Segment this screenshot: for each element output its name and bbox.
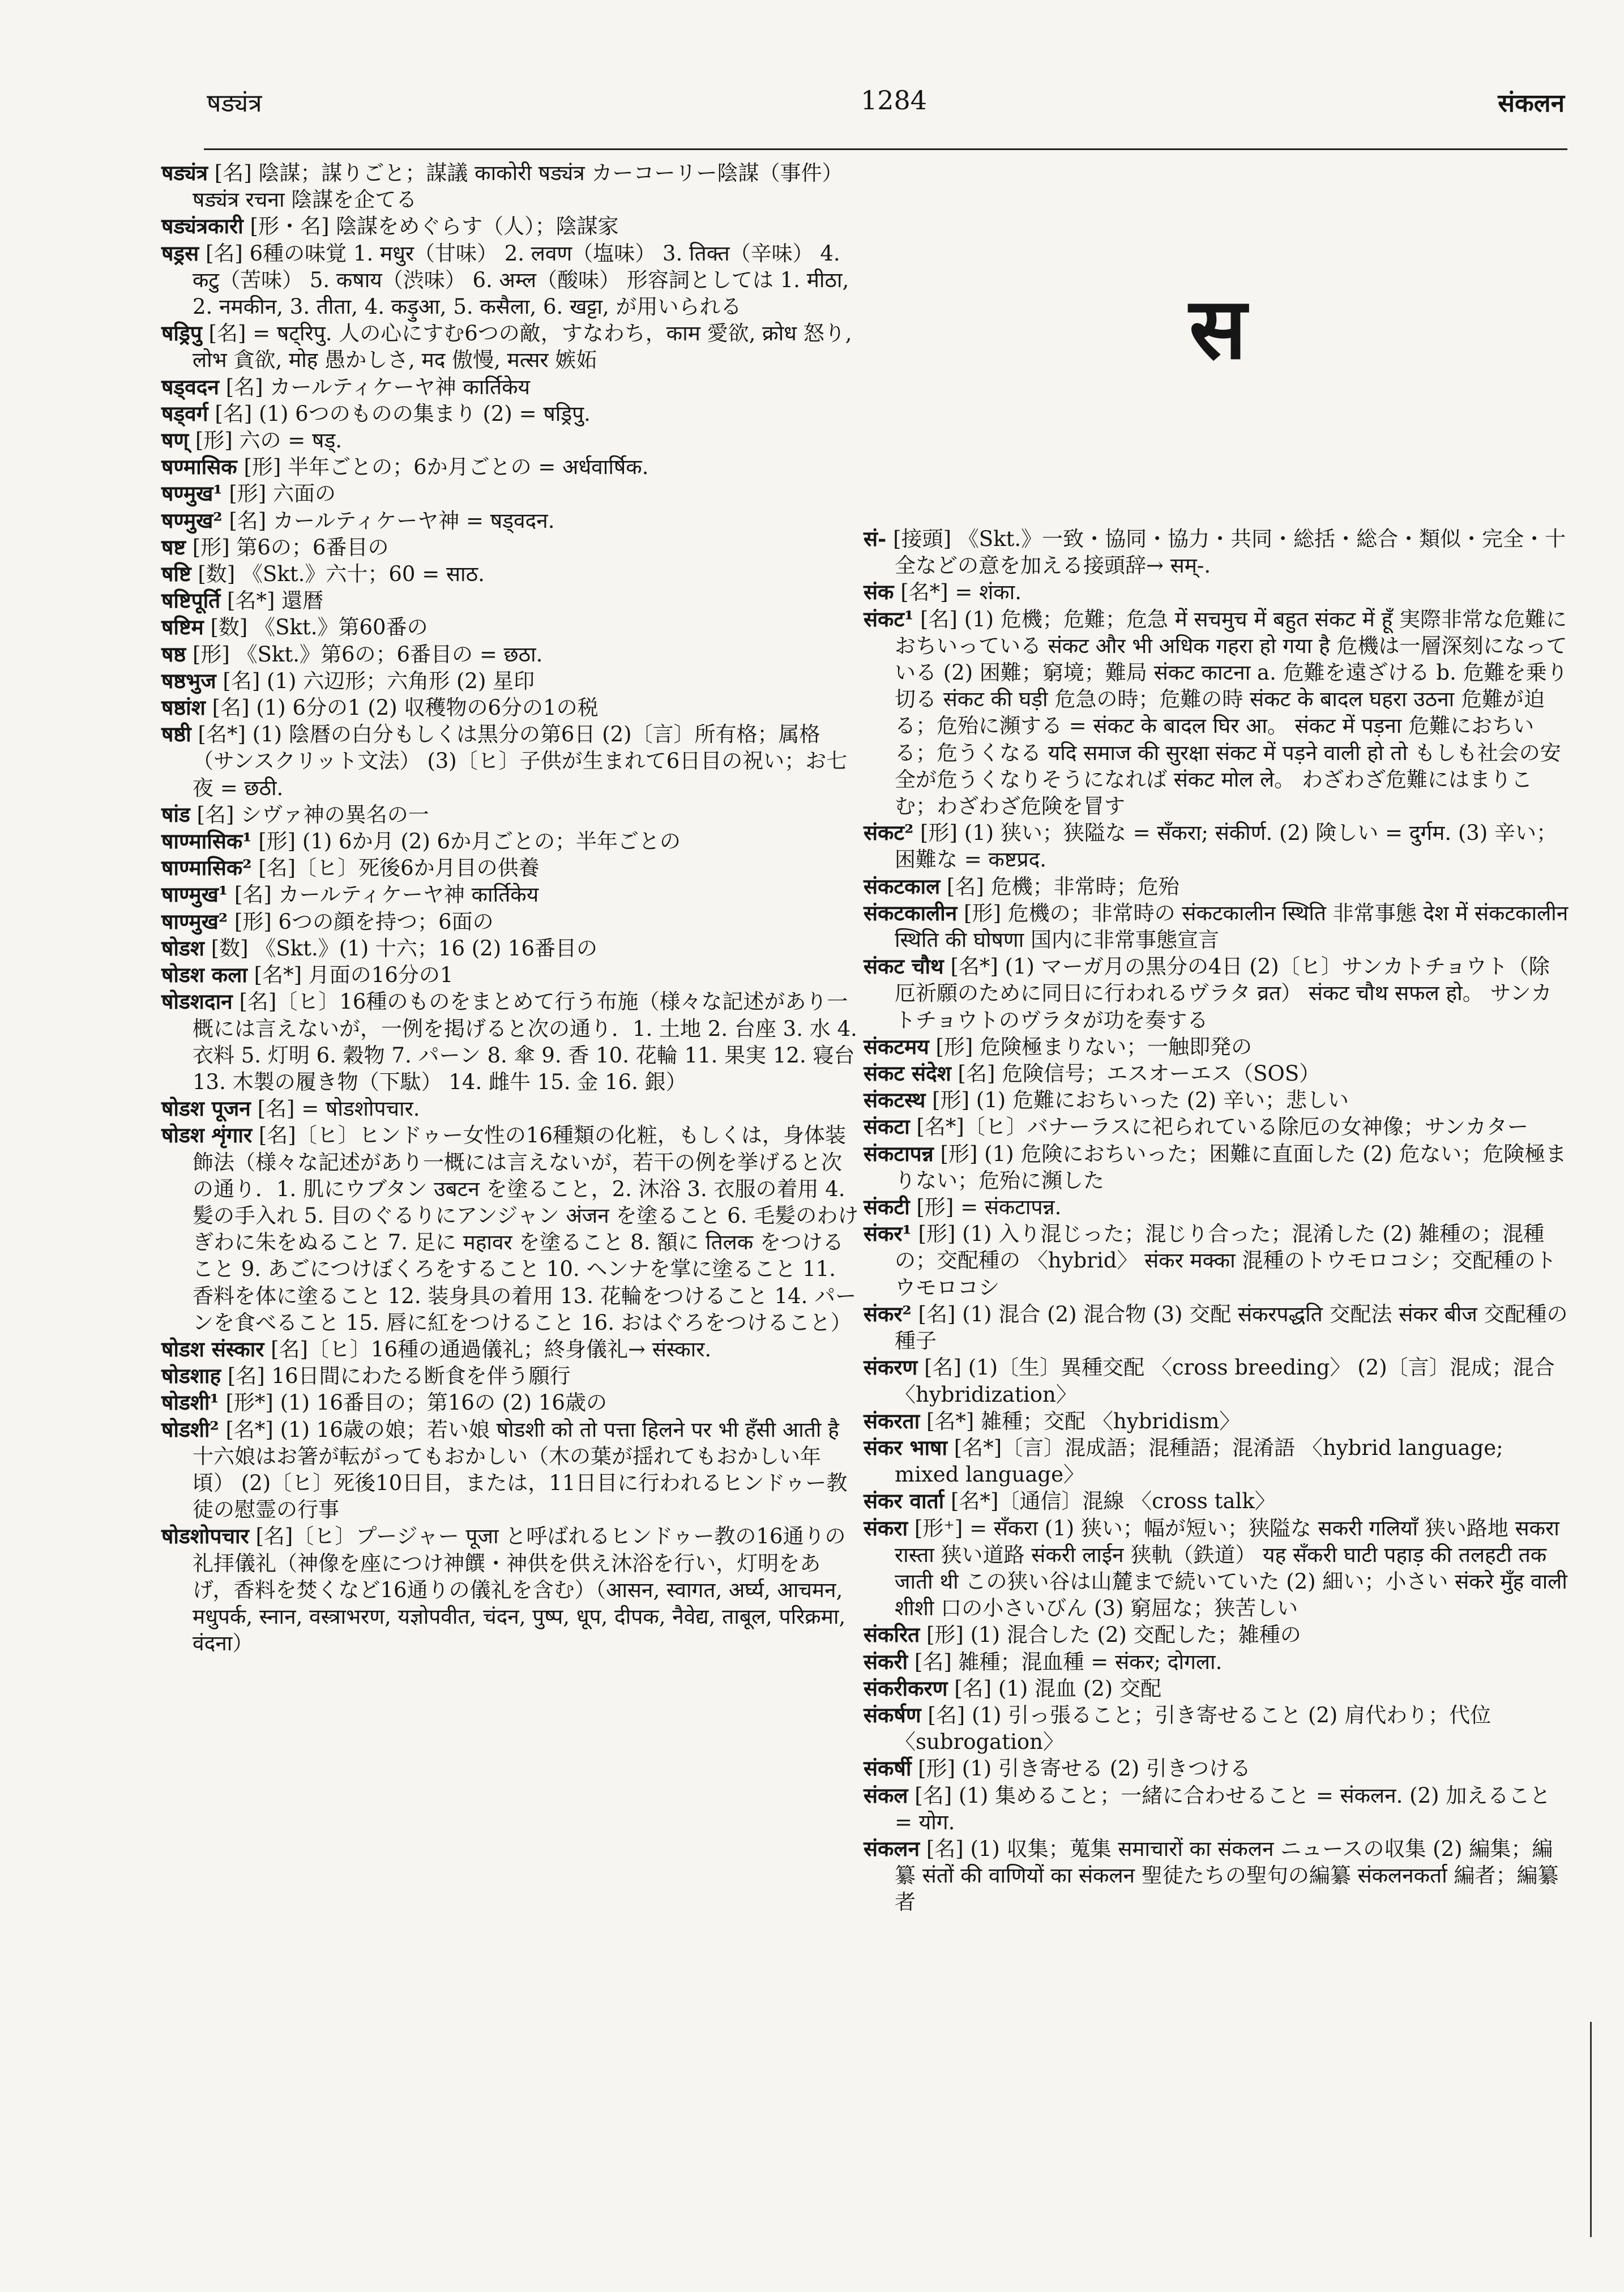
entry-definition: [名*]〔言〕混成語；混種語；混淆語 〈hybrid language; mixed language〉: [895, 1435, 1503, 1487]
entry-headword: षड्रस: [161, 240, 199, 266]
entry-headword: षष्टिपूर्ति: [161, 588, 221, 613]
entry-definition: [名*] (1) マーガ月の黒分の4日 (2)〔ヒ〕サンカトチョウト（除厄祈願のために同日に行われるヴラタ व्रत） संकट चौथ सफल हो。 サンカトチョウトのヴラタが功を奏する: [895, 954, 1552, 1032]
entry-headword: षोडश कला: [161, 962, 247, 988]
entry-definition: [名] = षोडशोपचार.: [250, 1096, 420, 1121]
entry-definition: [名] (1) 危機；危難；危急 में सचमुच में बहुत संकट में हूँ 実際非常な危難におちいっている संकट और भी अधिक गहरा हो गया है 危機は一層深刻になっている (2) 困難；窮境；難局 संकट काटना a. 危難を遠ざける b. 危難を乗り切る संकट की घड़ी 危急の時；危難の時 संकट के बादल घहरा उठना 危難が迫る；危殆に瀕する = संकट के बादल घिर आ。 संकट में पड़ना 危難におちいる；危うくなる यदि समाज की सुरक्षा संकट में पड़ने वाली हो तो もしも社会の安全が危うくなりそうになれば संकट मोल ले。 わざわざ危難にはまりこむ；わざわざ危険を冒す: [895, 607, 1568, 819]
dictionary-entry: [161, 480, 861, 507]
entry-headword: षोडश पूजन: [161, 1096, 251, 1121]
dictionary-entry: [161, 1122, 861, 1336]
entry-headword: षाण्मासिक²: [161, 855, 252, 881]
running-head-right: संकलन: [1498, 89, 1565, 118]
entry-headword: षोडशी²: [161, 1416, 219, 1442]
entry-headword: संकट चौथ: [864, 954, 944, 979]
entry-headword: संकटस्थ: [864, 1087, 926, 1113]
entry-definition: [形] 6つの顔を持つ；6面の: [228, 909, 494, 934]
dictionary-entry: [161, 1416, 861, 1523]
entry-headword: षष्ठी: [161, 722, 191, 747]
header-rule: [204, 148, 1567, 150]
dictionary-entry: [864, 1408, 1569, 1435]
entry-definition: [名] (1) 混合 (2) 混合物 (3) 交配 संकरपद्धति 交配法 संकर बीज 交配種の種子: [895, 1301, 1568, 1354]
entry-headword: संकर वार्ता: [864, 1488, 945, 1514]
dictionary-entry: [161, 908, 861, 935]
entry-headword: षाण्मासिक¹: [161, 829, 252, 854]
dictionary-entry: [161, 1523, 861, 1657]
dictionary-entry: [864, 1782, 1569, 1836]
dictionary-entry: [864, 900, 1569, 953]
entry-definition: [名]〔ヒ〕ヒンドゥー女性の16種類の化粧，もしくは，身体装飾法（様々な記述があり一概には言えないが，若干の例を挙げると次の通り．1. 肌にウブタン उबटन を塗ること，2. 沐浴 3. 衣服の着用 4. 髪の手入れ 5. 目のぐるりにアンジャン अंजन を塗ること 6. 毛髪のわけぎわに朱をぬること 7. 足に महावर を塗ること 8. 額に तिलक をつけること 9. あごにつけぼくろをすること 10. ヘンナを掌に塗ること 11. 香料を体に塗ること 12. 装身具の着用 13. 花輪をつけること 14. パーンを食べること 15. 唇に紅をつけること 16. おはぐろをつけること）: [193, 1123, 859, 1335]
dictionary-entry: [864, 1354, 1569, 1407]
entry-headword: संकटमय: [864, 1034, 929, 1059]
entry-headword: षड्यंत्रकारी: [161, 214, 243, 239]
dictionary-entry: [161, 668, 861, 694]
dictionary-entry: [161, 427, 861, 454]
entry-definition: [名] = षट्‌रिपु. 人の心にすむ6つの敵，すなわち，काम 愛欲, क्रोध 怒り, लोभ 貪欲, मोह 愚かしさ, मद 傲慢, मत्सर 嫉妬: [193, 321, 852, 373]
entry-headword: षाण्मुख²: [161, 908, 228, 934]
entry-headword: षड्यंत्र: [161, 160, 208, 185]
entry-headword: संकर¹: [864, 1221, 912, 1247]
dictionary-entry: [161, 801, 861, 828]
entry-definition: [数] 《Skt.》六十；60 = साठ.: [191, 562, 485, 587]
dictionary-entry: [864, 1621, 1569, 1648]
entry-definition: [名*] 還暦: [220, 588, 324, 613]
entry-headword: षण्मुख²: [161, 507, 223, 533]
dictionary-entry: [864, 953, 1569, 1034]
left-column: [161, 160, 861, 1657]
entry-headword: षाण्मुख¹: [161, 882, 228, 907]
dictionary-entry: [161, 988, 861, 1095]
entry-definition: [名] 雑種；混血種 = संकर; दोगला.: [908, 1649, 1223, 1674]
dictionary-entry: [161, 721, 861, 801]
entry-definition: [形] (1) 狭い；狭隘な = सँकरा; संकीर्ण. (2) 険しい = दुर्गम. (3) 辛い；困難な = कष्टप्रद.: [895, 821, 1558, 872]
entry-headword: संकटा: [864, 1114, 910, 1139]
entry-headword: षोडश संस्कार: [161, 1336, 264, 1361]
dictionary-entry: [161, 962, 861, 988]
dictionary-entry: [161, 855, 861, 881]
dictionary-entry: [864, 1113, 1569, 1140]
entry-definition: [名*]〔ヒ〕バナーラスに祀られている除厄の女神像；サンカター: [909, 1115, 1528, 1139]
entry-definition: [形*] (1) 16番目の；第16の (2) 16歳の: [219, 1390, 607, 1415]
entry-definition: [名]〔ヒ〕死後6か月目の供養: [251, 856, 540, 881]
dictionary-entry: [864, 1702, 1569, 1755]
entry-definition: [名*] (1) 陰暦の白分もしくは黒分の第6日 (2)〔言〕所有格；属格（サンスクリット文法） (3)〔ヒ〕子供が生まれて6日目の祝い；お七夜 = छठी.: [191, 722, 848, 800]
entry-definition: [名*] 月面の16分の1: [247, 963, 454, 988]
entry-headword: षष्ठ: [161, 641, 186, 667]
dictionary-entry: [161, 454, 861, 480]
dictionary-entry: [161, 240, 861, 321]
entry-headword: षण्मुख¹: [161, 481, 223, 506]
dictionary-entry: [161, 1095, 861, 1122]
running-head-left: षड्यंत्र: [207, 89, 262, 118]
dictionary-entry: [161, 507, 861, 534]
entry-definition: [名] 6種の味覚 1. मधुर（甘味） 2. लवण（塩味） 3. तिक्त（辛味） 4. कटु（苦味） 5. कषाय（渋味） 6. अम्ल（酸味） 形容詞としては 1. मीठा, 2. नमकीन, 3. तीता, 4. कड़ुआ, 5. कसैला, 6. खट्टा, が用いられる: [193, 241, 849, 319]
dictionary-entry: [864, 1675, 1569, 1702]
entry-headword: संकलन: [864, 1836, 920, 1861]
entry-headword: षोडशाह: [161, 1363, 221, 1389]
dictionary-entry: [161, 935, 861, 962]
entry-definition: [名] カールティケーヤ神 कार्तिकेय: [228, 882, 539, 907]
entry-headword: षण्मासिक: [161, 454, 237, 480]
entry-headword: षष्टि: [161, 561, 191, 587]
entry-headword: षोडश: [161, 935, 204, 961]
dictionary-entry: [864, 1649, 1569, 1675]
dictionary-entry: [864, 1087, 1569, 1113]
entry-definition: [名] (1) 引っ張ること；引き寄せること (2) 肩代わり；代位 〈subrogation〉: [895, 1702, 1491, 1755]
dictionary-entry: [864, 820, 1569, 873]
dictionary-entry: [864, 526, 1569, 579]
entry-definition: [名*] 雑種；交配 〈hybridism〉: [920, 1409, 1241, 1433]
dictionary-entry: [161, 320, 861, 373]
entry-headword: संकरा: [864, 1515, 908, 1540]
dictionary-entry: [864, 1515, 1569, 1622]
dictionary-entry: [864, 1220, 1569, 1301]
dictionary-entry: [864, 1435, 1569, 1488]
entry-definition: [形] (1) 6か月 (2) 6か月ごとの；半年ごとの: [251, 829, 681, 854]
dictionary-entry: [161, 881, 861, 908]
dictionary-entry: [161, 1363, 861, 1389]
page-number: 1284: [861, 85, 928, 116]
dictionary-entry: [161, 160, 861, 213]
entry-headword: संकरी: [864, 1649, 908, 1674]
entry-headword: सं-: [864, 526, 887, 551]
dictionary-entry: [864, 1034, 1569, 1060]
entry-headword: संकट संदेश: [864, 1061, 951, 1086]
entry-headword: षांड: [161, 801, 190, 827]
dictionary-entry: [161, 1336, 861, 1363]
entry-definition: [名] (1) 6つのものの集まり (2) = षड्रिपु.: [208, 401, 591, 426]
right-column: [864, 526, 1569, 1916]
margin-line: [1590, 2022, 1592, 2237]
entry-definition: [数] 《Skt.》第60番の: [203, 615, 428, 640]
dictionary-entry: [161, 400, 861, 427]
entry-definition: [名] カールティケーヤ神 कार्तिकेय: [219, 374, 530, 399]
entry-definition: [形] 六面の: [222, 481, 336, 506]
dictionary-entry: [161, 561, 861, 587]
entry-headword: संकर्षण: [864, 1702, 921, 1727]
entry-definition: [名*] (1) 16歳の娘；若い娘 षोडशी को तो पत्ता हिलने पर भी हँसी आती है 十六娘はお箸が転がってもおかしい（木の葉が揺れてもおかしい年頃） (2)〔ヒ〕死後10日目，または，11日目に行われるヒンドゥー教徒の慰霊の行事: [193, 1417, 848, 1522]
entry-definition: [形] (1) 混合した (2) 交配した；雑種の: [920, 1623, 1301, 1647]
entry-definition: [接頭] 《Skt.》一致・協同・協力・共同・総括・総合・類似・完全・十全などの意を加える接頭辞→ सम्-.: [886, 527, 1566, 578]
entry-headword: संकल: [864, 1782, 908, 1808]
dictionary-entry: [161, 694, 861, 721]
entry-definition: [形⁺] = सँकरा (1) 狭い；幅が短い；狭隘な सकरी गलियाँ 狭い路地 सकरा रास्ता 狭い道路 संकरी लाईन 狭軌（鉄道） यह सँकरी घाटी पहाड़ की तलहटी तक जाती थी この狭い谷は山麓まで続いていた (2) 細い；小さい संकरे मुँह वाली शीशी 口の小さいびん (3) 窮屈な；狭苦しい: [895, 1516, 1567, 1621]
entry-definition: [名] カールティケーヤ神 = षड्वदन.: [222, 508, 555, 533]
dictionary-entry: [864, 579, 1569, 605]
dictionary-entry: [161, 587, 861, 614]
entry-definition: [形・名] 陰謀をめぐらす（人）；陰謀家: [243, 214, 619, 239]
entry-definition: [形] 危険極まりない；一触即発の: [929, 1034, 1253, 1059]
entry-headword: संकरित: [864, 1622, 920, 1647]
entry-headword: संकरीकरण: [864, 1675, 948, 1701]
entry-definition: [名] (1)〔生〕異種交配 〈cross breeding〉 (2)〔言〕混成；混合 〈hybridization〉: [895, 1355, 1555, 1407]
entry-headword: षड्वदन: [161, 374, 219, 399]
entry-definition: [名] (1) 混血 (2) 交配: [947, 1676, 1161, 1701]
entry-headword: संकटापन्न: [864, 1141, 934, 1166]
dictionary-entry: [864, 873, 1569, 900]
entry-definition: [形] (1) 入り混じった；混じり合った；混淆した (2) 雑種の；混種の；交配種の 〈hybrid〉 संकर मक्का 混種のトウモロコシ；交配種のトウモロコシ: [895, 1222, 1557, 1300]
dictionary-entry: [864, 1755, 1569, 1782]
entry-definition: [名] 16日間にわたる断食を伴う願行: [221, 1364, 571, 1389]
entry-headword: षड्रिपु: [161, 321, 202, 346]
dictionary-entry: [864, 1488, 1569, 1514]
entry-headword: षष्ट: [161, 534, 186, 560]
entry-definition: [名] 危険信号；エスオーエス（SOS）: [951, 1061, 1320, 1086]
dictionary-entry: [161, 828, 861, 855]
entry-definition: [名*]〔通信〕混線 〈cross talk〉: [944, 1489, 1276, 1514]
dictionary-entry: [161, 534, 861, 561]
dictionary-entry: [161, 213, 861, 240]
entry-definition: [形] = संकटापन्न.: [909, 1195, 1062, 1220]
entry-definition: [名] (1) 収集；蒐集 समाचारों का संकलन ニュースの収集 (2) 編集；編纂 संतों की वाणियों का संकलन 聖徒たちの聖句の編纂 संकलनकर्ता 編者；編纂者: [895, 1836, 1559, 1915]
entry-definition: [形] 第6の；6番目の: [186, 535, 389, 560]
entry-headword: षष्ठांश: [161, 695, 206, 720]
entry-headword: षोडशदान: [161, 989, 233, 1014]
entry-headword: संकर²: [864, 1301, 912, 1326]
entry-headword: संकरता: [864, 1408, 920, 1433]
entry-definition: [名]〔ヒ〕プージャー पूजा と呼ばれるヒンドゥー教の16通りの礼拝儀礼（神像を座につけ神饌・神供を供え沐浴を行い，灯明をあげ，香料を焚くなど16通りの儀礼を含む）（आसन, स्वागत, अर्घ्य, आचमन, मधुपर्क, स्नान, वस्त्राभरण, यज्ञोपवीत, चंदन, पुष्प, धूप, दीपक, नैवेद्य, ताबूल, परिक्रमा, वंदना）: [193, 1524, 846, 1656]
entry-headword: षण्: [161, 428, 189, 453]
entry-definition: [名] (1) 6分の1 (2) 収穫物の6分の1の税: [205, 695, 599, 720]
entry-definition: [形] (1) 引き寄せる (2) 引きつける: [911, 1756, 1251, 1781]
dictionary-entry: [864, 1194, 1569, 1220]
entry-definition: [名] 危機；非常時；危殆: [940, 874, 1179, 899]
dictionary-entry: [161, 1389, 861, 1416]
entry-definition: [名] シヴァ神の異名の一: [190, 802, 429, 827]
entry-headword: संकर्षी: [864, 1756, 912, 1781]
entry-definition: [形] 《Skt.》第6の；6番目の = छठा.: [186, 642, 543, 667]
entry-definition: [形] (1) 危難におちいった (2) 辛い；悲しい: [925, 1088, 1349, 1113]
entry-headword: संकट²: [864, 820, 914, 846]
dictionary-entry: [864, 1060, 1569, 1087]
entry-headword: षोडश शृंगार: [161, 1122, 253, 1148]
entry-headword: संकटकालीन: [864, 900, 958, 925]
section-letter: स: [1189, 279, 1247, 378]
entry-definition: [形] 半年ごとの；6か月ごとの = अर्धवार्षिक.: [237, 455, 649, 480]
entry-headword: संकटी: [864, 1194, 910, 1220]
entry-headword: संकट¹: [864, 606, 914, 631]
entry-definition: [名*] = शंका.: [894, 580, 1022, 605]
entry-headword: संकरण: [864, 1355, 918, 1380]
entry-definition: [名]〔ヒ〕16種の通過儀礼；終身儀礼→ संस्कार.: [264, 1337, 712, 1361]
dictionary-entry: [161, 641, 861, 668]
entry-headword: षोडशोपचार: [161, 1523, 249, 1549]
entry-definition: [形] 危機の；非常時の संकटकालीन स्थिति 非常事態 देश में संकटकालीन स्थिति की घोषणा 国内に非常事態宣言: [895, 900, 1569, 953]
entry-definition: [名] (1) 集めること；一緒に合わせること = संकलन. (2) 加えること = योग.: [895, 1783, 1551, 1834]
dictionary-entry: [161, 374, 861, 400]
entry-definition: [名] (1) 六辺形；六角形 (2) 星印: [216, 668, 535, 693]
entry-definition: [名]〔ヒ〕16種のものをまとめて行う布施（様々な記述があり一概には言えないが，一例を掲げると次の通り．1. 土地 2. 台座 3. 水 4. 衣料 5. 灯明 6. 穀物 7. パーン 8. 傘 9. 香 10. 花輪 11. 果実 12. 寝台 13. 木製の履き物（下駄） 14. 雌牛 15. 金 16. 銀）: [193, 989, 857, 1094]
entry-headword: संक: [864, 579, 894, 605]
entry-headword: संकटकाल: [864, 873, 941, 899]
dictionary-entry: [864, 606, 1569, 820]
dictionary-entry: [864, 1141, 1569, 1194]
entry-headword: षष्ठभुज: [161, 668, 216, 693]
dictionary-entry: [864, 1836, 1569, 1916]
entry-headword: षड्वर्ग: [161, 400, 208, 426]
entry-headword: संकर भाषा: [864, 1435, 948, 1460]
entry-definition: [数] 《Skt.》(1) 十六；16 (2) 16番目の: [204, 936, 597, 961]
entry-headword: षष्टिम: [161, 614, 204, 640]
dictionary-entry: [161, 614, 861, 641]
dictionary-entry: [864, 1301, 1569, 1354]
entry-definition: [名] 陰謀；謀りごと；謀議 काकोरी षड्यंत्र カーコーリー陰謀（事件） षड्यंत्र रचना 陰謀を企てる: [193, 161, 843, 212]
entry-headword: षोडशी¹: [161, 1390, 219, 1415]
entry-definition: [形] (1) 危険におちいった；困難に直面した (2) 危ない；危険極まりない；危殆に瀕した: [895, 1141, 1567, 1193]
entry-definition: [形] 六の = षड्.: [189, 428, 342, 453]
